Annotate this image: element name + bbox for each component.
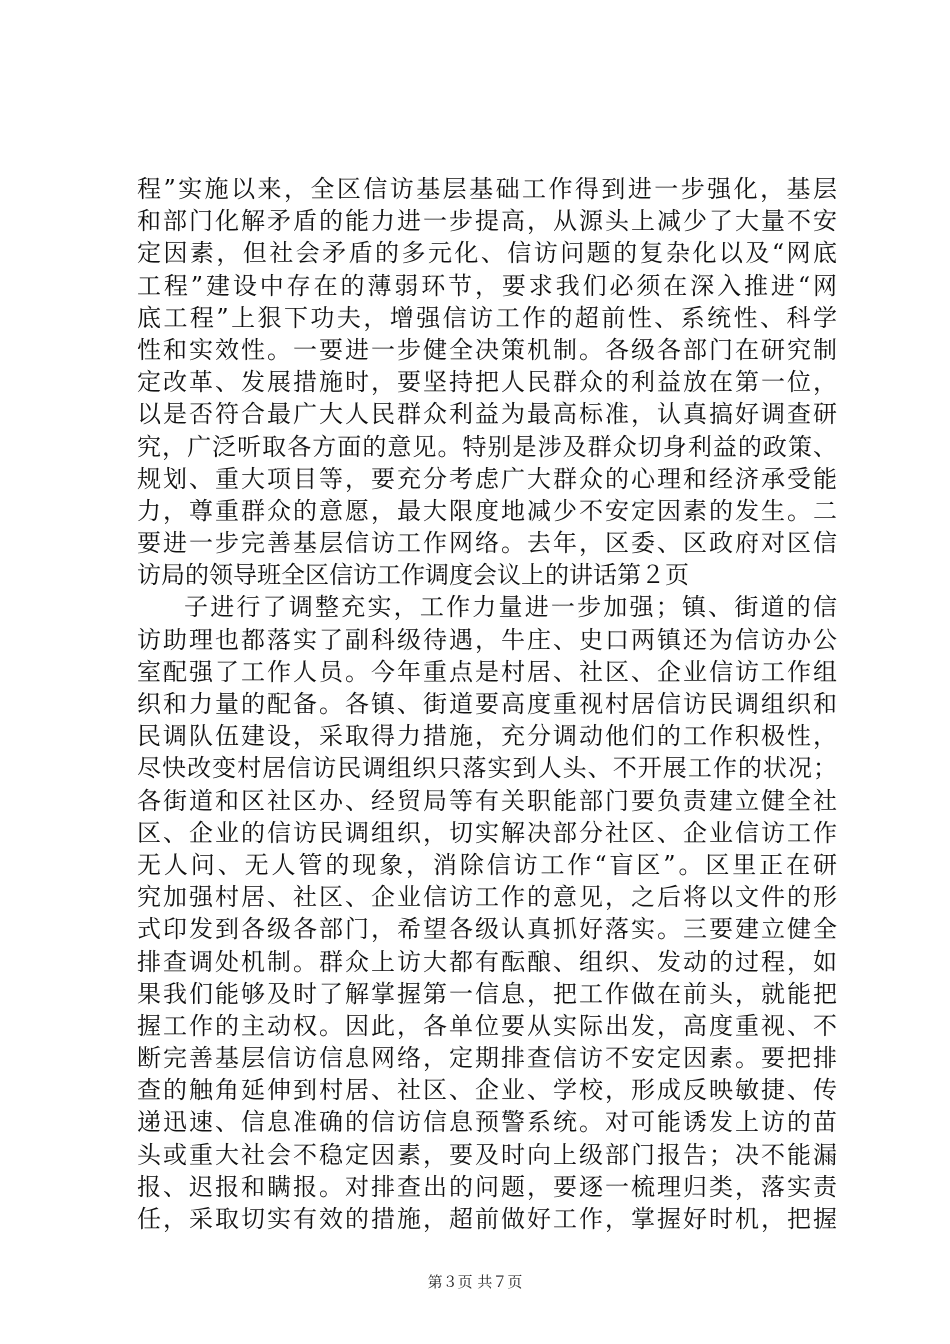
text-line: 握工作的主动权。因此，各单位要从实际出发，高度重视、不 xyxy=(137,1011,837,1040)
text-line: 织和力量的配备。各镇、街道要高度重视村居信访民调组织和 xyxy=(137,690,837,718)
text-line: 究，广泛听取各方面的意见。特别是涉及群众切身利益的政策、 xyxy=(137,432,837,461)
body-text xyxy=(137,173,837,1235)
text-line: 力，尊重群众的意愿，最大限度地减少不安定因素的发生。二 xyxy=(137,496,837,525)
text-line: 规划、重大项目等，要充分考虑广大群众的心理和经济承受能 xyxy=(137,464,837,493)
text-line: 以是否符合最广大人民群众利益为最高标准，认真搞好调查研 xyxy=(137,400,837,429)
text-line: 室配强了工作人员。今年重点是村居、社区、企业信访工作组 xyxy=(137,657,837,686)
text-line: 民调队伍建设，采取得力措施，充分调动他们的工作积极性， xyxy=(137,722,837,751)
text-line: 果我们能够及时了解掌握第一信息，把工作做在前头，就能把 xyxy=(137,979,837,1008)
text-line: 头或重大社会不稳定因素，要及时向上级部门报告；决不能漏 xyxy=(137,1140,837,1169)
text-line: 究加强村居、社区、企业信访工作的意见，之后将以文件的形 xyxy=(137,883,837,912)
text-line: 要进一步完善基层信访工作网络。去年，区委、区政府对区信 xyxy=(137,529,837,558)
page-number-footer: 第３页 共７页 xyxy=(427,1273,523,1291)
text-line: 程”实施以来，全区信访基层基础工作得到进一步强化，基层 xyxy=(137,175,837,203)
text-line: 尽快改变村居信访民调组织只落实到人头、不开展工作的状况； xyxy=(137,754,837,783)
text-line: 排查调处机制。群众上访大都有酝酿、组织、发动的过程，如 xyxy=(137,947,837,976)
text-line: 区、企业的信访民调组织，切实解决部分社区、企业信访工作 xyxy=(137,818,837,847)
text-line: 工程”建设中存在的薄弱环节，要求我们必须在深入推进“网 xyxy=(137,271,837,300)
text-line: 任，采取切实有效的措施，超前做好工作，掌握好时机，把握 xyxy=(137,1205,837,1233)
text-line: 各街道和区社区办、经贸局等有关职能部门要负责建立健全社 xyxy=(137,786,837,815)
text-line: 报、迟报和瞒报。对排查出的问题，要逐一梳理归类，落实责 xyxy=(137,1172,837,1201)
text-line: 定改革、发展措施时，要坚持把人民群众的利益放在第一位， xyxy=(137,368,837,397)
text-line: 访局的领导班全区信访工作调度会议上的讲话第２页 xyxy=(137,561,689,590)
text-line: 式印发到各级各部门，希望各级认真抓好落实。三要建立健全 xyxy=(137,915,837,944)
text-line: 子进行了调整充实，工作力量进一步加强；镇、街道的信 xyxy=(184,593,837,622)
text-line: 访助理也都落实了副科级待遇，牛庄、史口两镇还为信访办公 xyxy=(137,625,837,654)
text-line: 递迅速、信息准确的信访信息预警系统。对可能诱发上访的苗 xyxy=(137,1108,837,1137)
text-line: 查的触角延伸到村居、社区、企业、学校，形成反映敏捷、传 xyxy=(137,1076,837,1105)
text-line: 性和实效性。一要进一步健全决策机制。各级各部门在研究制 xyxy=(137,335,837,364)
text-line: 底工程”上狠下功夫，增强信访工作的超前性、系统性、科学 xyxy=(137,303,837,332)
text-line: 无人问、无人管的现象，消除信访工作“盲区”。区里正在研 xyxy=(137,850,837,879)
text-line: 和部门化解矛盾的能力进一步提高，从源头上减少了大量不安 xyxy=(137,207,837,236)
text-line: 断完善基层信访信息网络，定期排查信访不安定因素。要把排 xyxy=(137,1044,837,1073)
text-line: 定因素，但社会矛盾的多元化、信访问题的复杂化以及“网底 xyxy=(137,239,837,268)
